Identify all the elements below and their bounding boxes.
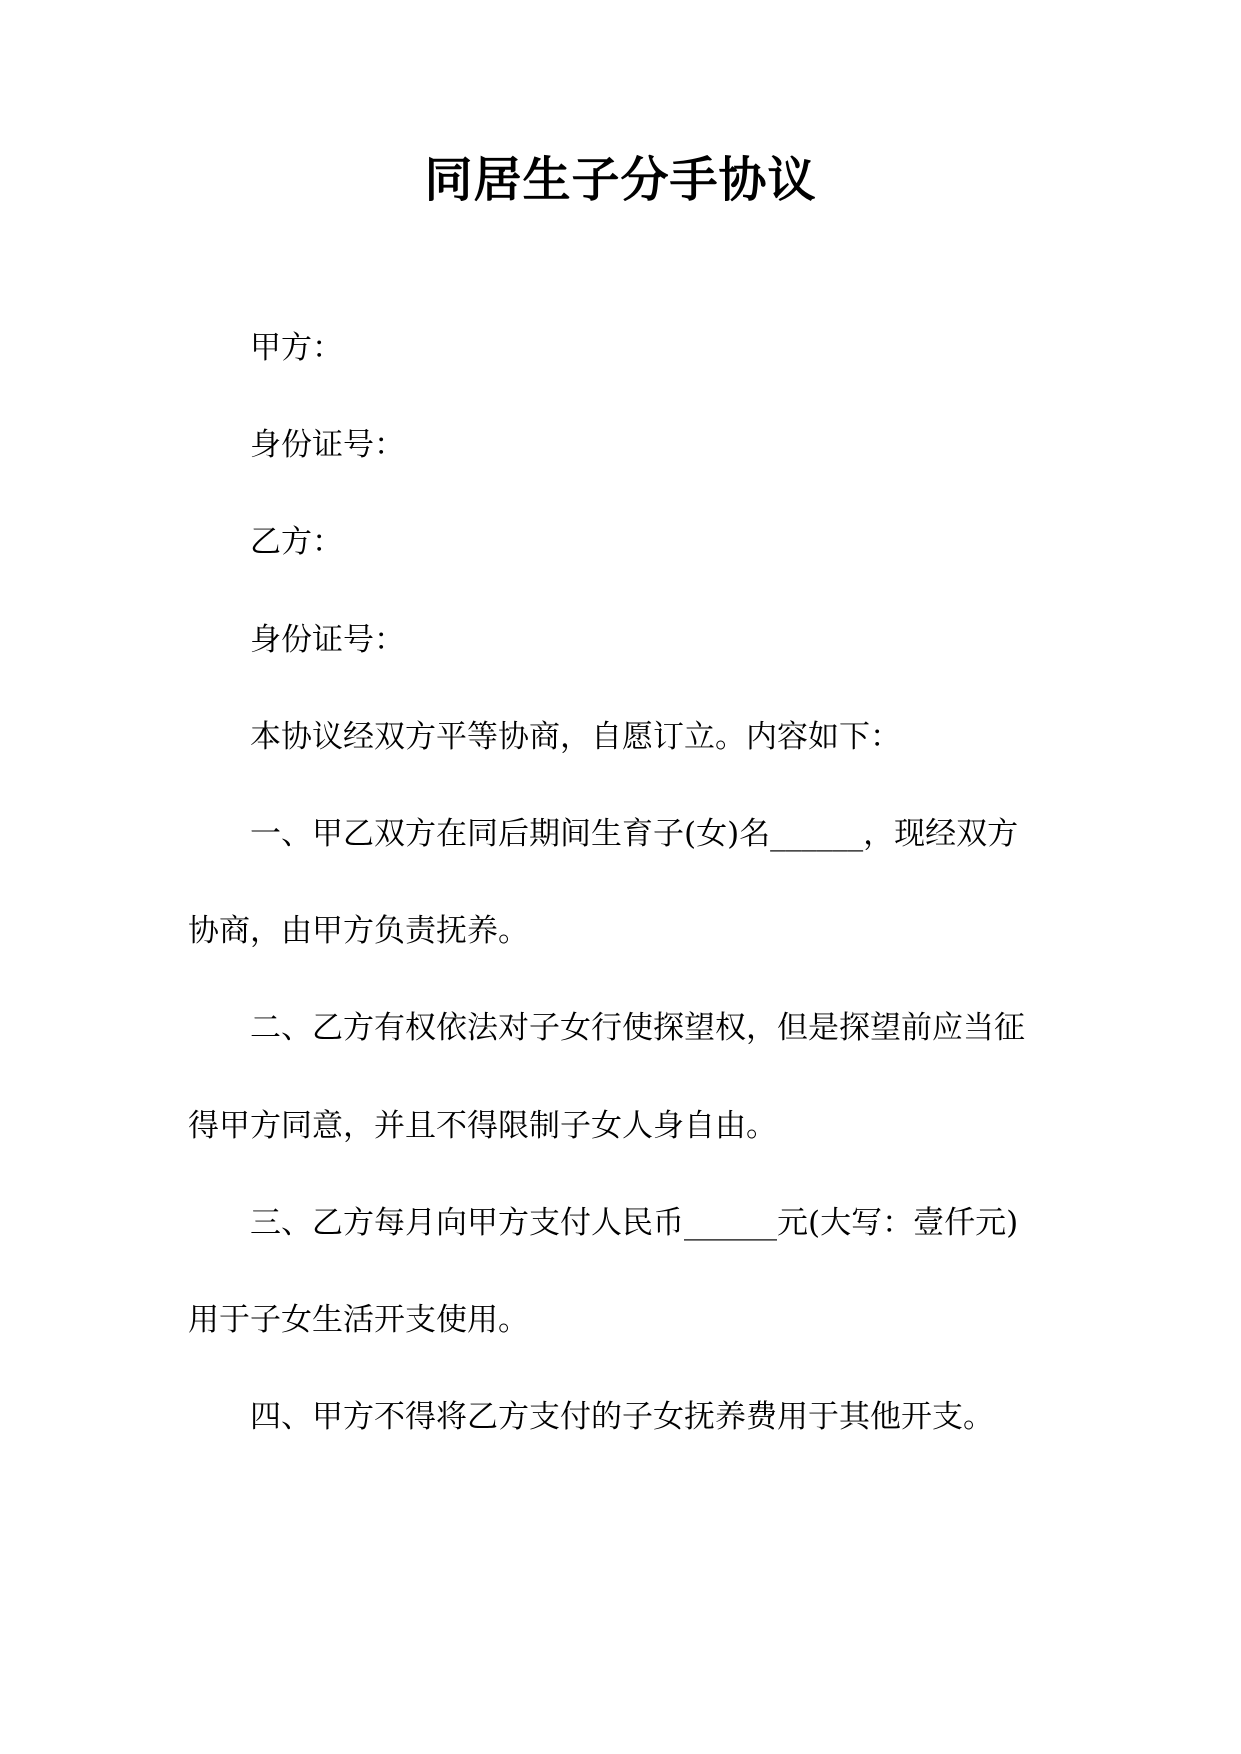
clause-4: 四、甲方不得将乙方支付的子女抚养费用于其他开支。 <box>250 1399 994 1436</box>
party-a-id-line: 身份证号： <box>250 427 405 464</box>
document-title: 同居生子分手协议 <box>424 152 817 208</box>
party-a-line: 甲方： <box>250 330 343 366</box>
intro-paragraph: 本协议经双方平等协商，自愿订立。内容如下： <box>250 718 901 755</box>
party-b-line: 乙方： <box>250 524 343 561</box>
document-body <box>188 300 1048 1466</box>
clause-3: 三、乙方每月向甲方支付人民币______元(大写：壹仟元)用于子女生活开支使用。 <box>188 1204 1019 1339</box>
party-b-id-line: 身份证号： <box>250 621 405 658</box>
clause-2: 二、乙方有权依法对子女行使探望权，但是探望前应当征得甲方同意，并且不得限制子女人身自由。 <box>188 1010 1025 1144</box>
clause-1: 一、甲乙双方在同后期间生育子(女)名______，现经双方协商，由甲方负责抚养。 <box>188 816 1019 950</box>
